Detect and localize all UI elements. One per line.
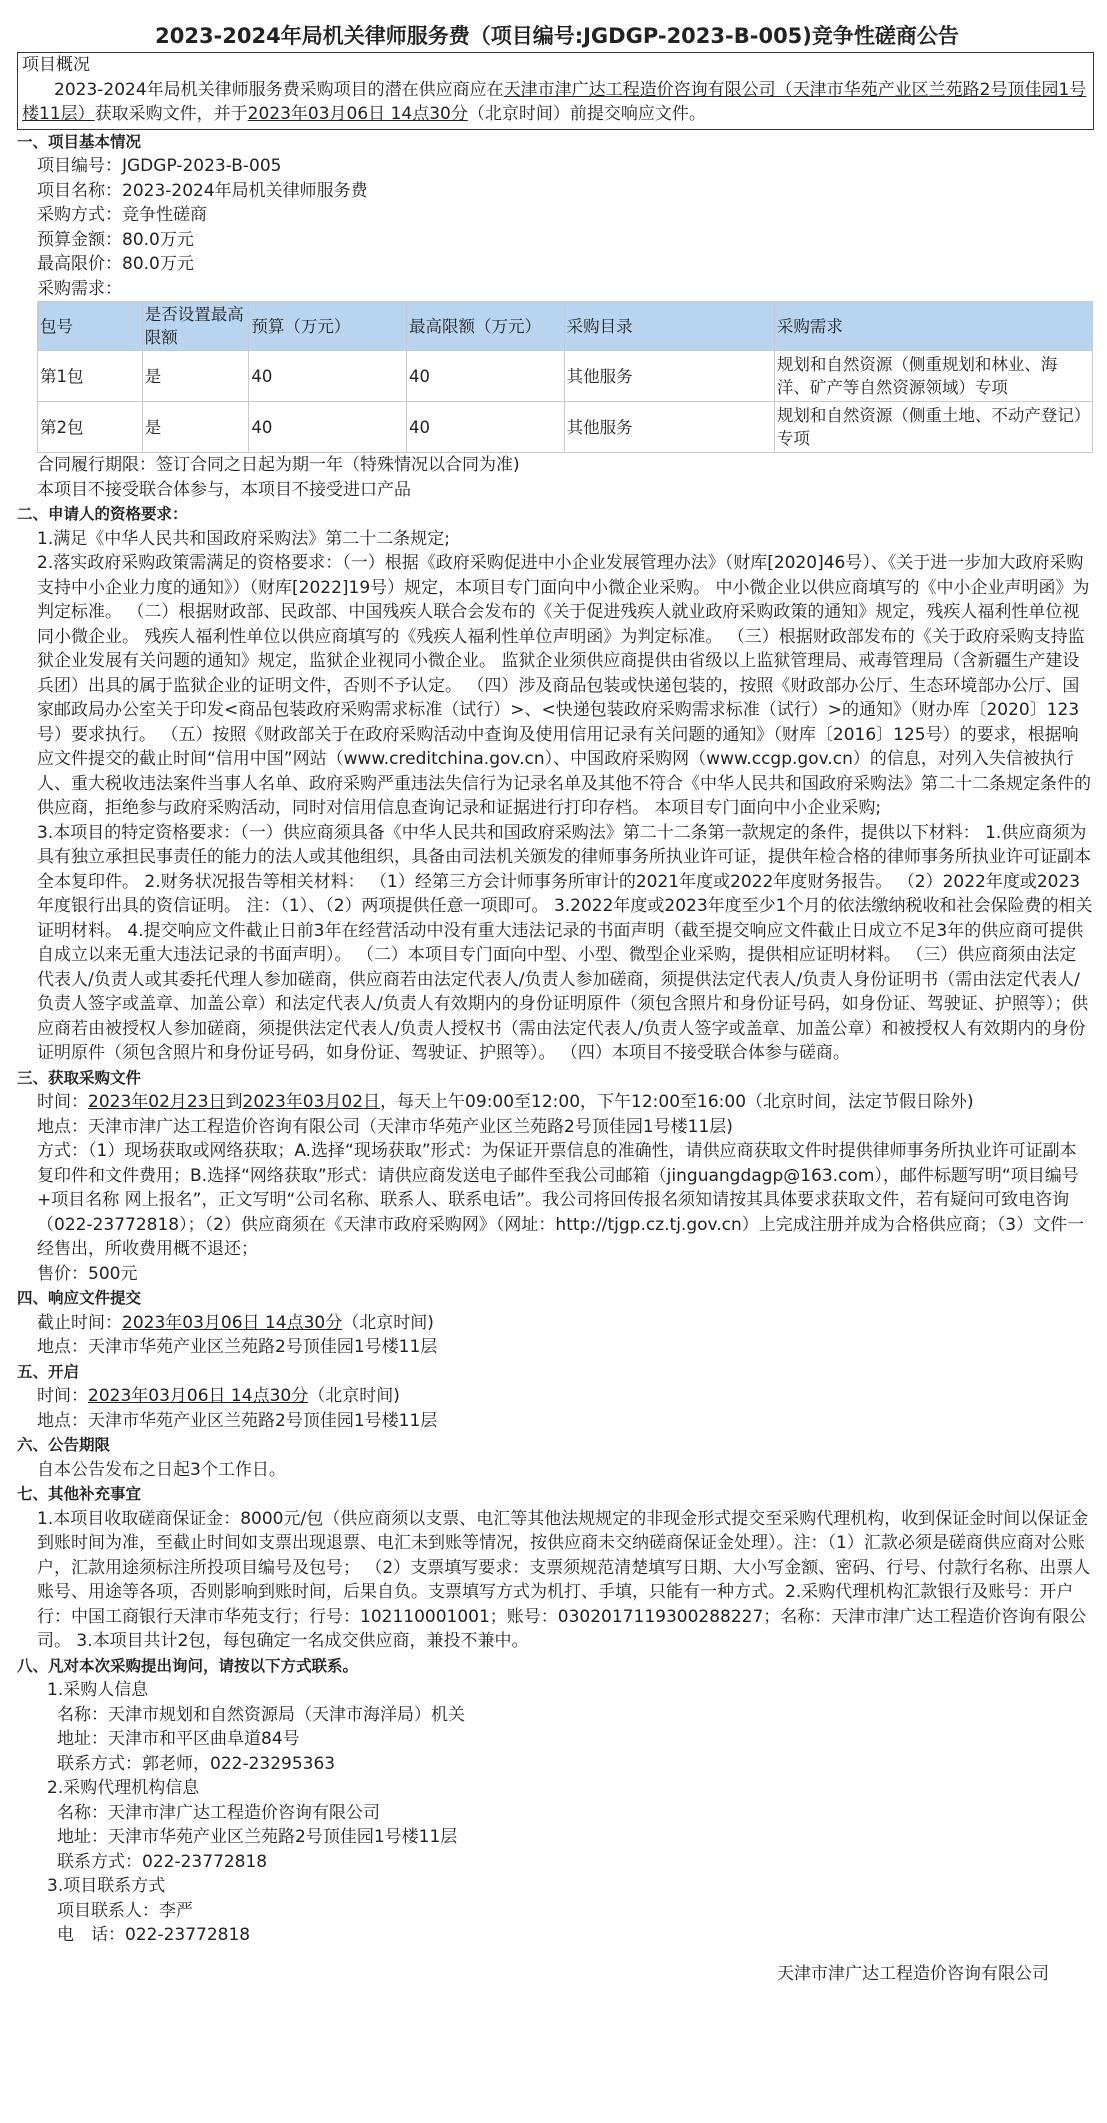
table-header-row bbox=[38, 302, 1093, 351]
table-cell: 是 bbox=[142, 351, 249, 402]
project-name: 项目名称：2023-2024年局机关律师服务费 bbox=[37, 180, 368, 201]
overview-box bbox=[17, 52, 1094, 130]
obtain-time-rest: ，每天上午09:00至12:00，下午12:00至16:00（北京时间，法定节假日除外) bbox=[380, 1092, 974, 1112]
qualification-item-3: 3.本项目的特定资格要求：（一）供应商须具备《中华人民共和国政府采购法》第二十二条第一款规定的条件，提供以下材料： 1.供应商须为具有独立承担民事责任的能力的法人或其他组织，具备由司法机关颁发的律师事务所执业许可证，提供年检合格的律师事务所执业许可证副本全本复印件。 2.财务状况报告等相关材料： （1）经第三方会计师事务所审计的2021年度或2022年度财务报告。 （2）2022年度或2023年度银行出具的资信证明。 注：（1）、（2）两项提供任意一项即可。 3.2022年度或2023年度至少1个月的依法缴纳税收和社会保险费的相关证明材料。 4.提交响应文件截止日前3年在经营活动中没有重大违法记录的书面声明（截至提交响应文件截止日成立不足3年的供应商可提供自成立以来无重大违法记录的书面声明）。 （二）本项目专门面向中型、小型、微型企业采购，提供相应证明材料。 （三）供应商须由法定代表人/负责人或其委托代理人参加磋商，供应商若由法定代表人/负责人参加磋商，须提供法定代表人/负责人身份证明书（需由法定代表人/负责人签字或盖章、加盖公章）和法定代表人/负责人有效期内的身份证明原件（须包含照片和身份证号码，如身份证、驾驶证、护照等）；供应商若由被授权人参加磋商，须提供法定代表人/负责人授权书（需由法定代表人/负责人签字或盖章、加盖公章）和被授权人有效期内的身份证明原件（须包含照片和身份证号码，如身份证、驾驶证、护照等）。 （四）本项目不接受联合体参与磋商。 bbox=[37, 822, 1093, 1063]
overview-deadline: 2023年03月06日 14点30分 bbox=[247, 104, 468, 124]
procurement-needs-label: 采购需求： bbox=[37, 278, 122, 299]
purchaser-name: 名称：天津市规划和自然资源局（天津市海洋局）机关 bbox=[57, 1704, 465, 1725]
section-qualification-heading: 二、申请人的资格要求： bbox=[17, 505, 188, 523]
overview-text-pre: 2023-2024年局机关律师服务费采购项目的潜在供应商应在 bbox=[54, 79, 504, 100]
table-cell: 40 bbox=[249, 351, 407, 402]
opening-time-label: 时间： bbox=[37, 1386, 88, 1406]
table-cell: 其他服务 bbox=[564, 351, 774, 402]
table-cell: 第2包 bbox=[38, 402, 143, 453]
overview-label: 项目概况 bbox=[22, 55, 90, 75]
table-cell: 是 bbox=[142, 402, 249, 453]
agency-name: 名称：天津市津广达工程造价咨询有限公司 bbox=[57, 1802, 380, 1823]
table-cell: 40 bbox=[406, 402, 564, 453]
table-row bbox=[38, 402, 1093, 453]
budget-amount: 预算金额：80.0万元 bbox=[37, 229, 194, 250]
agency-info-title: 2.采购代理机构信息 bbox=[47, 1778, 200, 1798]
qualification-item-2: 2.落实政府采购政策需满足的资格要求：（一）根据《政府采购促进中小企业发展管理办法》（财库[2020]46号）、《关于进一步加大政府采购支持中小企业力度的通知》）（财库[2022]19号）规定，本项目专门面向中小微企业采购。 中小微企业以供应商填写的《中小企业声明函》为判定标准。 （二）根据财政部、民政部、中国残疾人联合会发布的《关于促进残疾人就业政府采购政策的通知》规定，残疾人福利性单位视同小微企业。 残疾人福利性单位以供应商填写的《残疾人福利性单位声明函》为判定标准。 （三）根据财政部发布的《关于政府采购支持监狱企业发展有关问题的通知》规定，监狱企业视同小微企业。 监狱企业须供应商提供由省级以上监狱管理局、戒毒管理局（含新疆生产建设兵团）出具的属于监狱企业的证明文件，否则不予认定。 （四）涉及商品包装或快递包装的，按照《财政部办公厅、生态环境部办公厅、国家邮政局办公室关于印发<商品包装政府采购需求标准（试行）>、<快递包装政府采购需求标准（试行）>的通知》（财办库〔2020〕123号）要求执行。 （五）按照《财政部关于在政府采购活动中查询及使用信用记录有关问题的通知》（财库〔2016〕125号）的要求，根据响应文件提交的截止时间“信用中国”网站（www.creditchina.gov.cn）、中国政府采购网（www.ccgp.gov.cn）的信息，对列入失信被执行人、重大税收违法案件当事人名单、政府采购严重违法失信行为记录名单及其他不符合《中华人民共和国政府采购法》第二十二条规定条件的供应商，拒绝参与政府采购活动，同时对信用信息查询记录和证据进行打印存档。 本项目专门面向中小企业采购; bbox=[37, 553, 1091, 818]
project-contact-person: 项目联系人：李严 bbox=[57, 1900, 193, 1921]
signature: 天津市津广达工程造价咨询有限公司 bbox=[777, 1963, 1049, 1984]
other-matters: 1.本项目收取磋商保证金：8000元/包（供应商须以支票、电汇等其他法规规定的非现金形式提交至采购代理机构，收到保证金时间以保证金到账时间为准，至截止时间如支票出现退票、电汇未到账等情况，按供应商未交纳磋商保证金处理）。注：（1）汇款必须是磋商供应商对公账户，汇款用途须标注所投项目编号及包号； （2）支票填写要求：支票须规范清楚填写日期、大小写金额、密码、行号、付款行名称、出票人账号、用途等各项，否则影响到账时间，后果自负。支票填写方式为机打、手填，只能有一种方式。2.采购代理机构汇款银行及账号：开户行：中国工商银行天津市华苑支行；行号：102110001001；账号：0302017119300288227；名称：天津市津广达工程造价咨询有限公司。 3.本项目共计2包，每包确定一名成交供应商，兼投不兼中。 bbox=[37, 1508, 1091, 1651]
table-cell: 40 bbox=[249, 402, 407, 453]
project-contact-title: 3.项目联系方式 bbox=[47, 1876, 166, 1896]
col-package: 包号 bbox=[38, 302, 143, 351]
table-row bbox=[38, 351, 1093, 402]
announcement-period: 自本公告发布之日起3个工作日。 bbox=[37, 1459, 286, 1480]
table-cell: 40 bbox=[406, 351, 564, 402]
col-catalog: 采购目录 bbox=[564, 302, 774, 351]
overview-text-post: （北京时间）前提交响应文件。 bbox=[467, 104, 706, 124]
project-number: 项目编号：JGDGP-2023-B-005 bbox=[37, 156, 282, 176]
contract-term: 合同履行期限：签订合同之日起为期一年（特殊情况以合同为准) bbox=[37, 455, 520, 475]
page-title: 2023-2024年局机关律师服务费（项目编号:JGDGP-2023-B-005)竞争性磋商公告 bbox=[155, 24, 959, 48]
package-table bbox=[37, 301, 1093, 453]
opening-place: 地点：天津市华苑产业区兰苑路2号顶佳园1号楼11层 bbox=[37, 1410, 438, 1431]
submission-deadline bbox=[17, 1311, 1097, 1336]
col-max-limit: 最高限额（万元） bbox=[406, 302, 564, 351]
opening-time-suffix: （北京时间) bbox=[308, 1386, 400, 1406]
section-submission-heading: 四、响应文件提交 bbox=[17, 1289, 142, 1307]
table-cell: 其他服务 bbox=[564, 402, 774, 453]
table-cell: 规划和自然资源（侧重土地、不动产登记）专项 bbox=[774, 402, 1092, 453]
section-opening-heading: 五、开启 bbox=[17, 1362, 80, 1381]
section-contact-heading: 八、凡对本次采购提出询问，请按以下方式联系。 bbox=[17, 1656, 359, 1675]
max-price: 最高限价：80.0万元 bbox=[37, 254, 194, 274]
col-needs: 采购需求 bbox=[774, 302, 1092, 351]
section-other-heading: 七、其他补充事宜 bbox=[17, 1485, 142, 1503]
obtain-time-start: 2023年02月23日 bbox=[88, 1092, 226, 1112]
announcement-page bbox=[17, 0, 1097, 1986]
agency-contact: 联系方式：022-23772818 bbox=[57, 1851, 268, 1872]
obtain-price: 售价：500元 bbox=[37, 1263, 138, 1284]
overview-text-mid: 获取采购文件，并于 bbox=[94, 104, 248, 124]
col-budget: 预算（万元） bbox=[249, 302, 407, 351]
section-basic-info-heading: 一、项目基本情况 bbox=[17, 132, 142, 151]
purchaser-info-title: 1.采购人信息 bbox=[47, 1680, 149, 1700]
opening-time-value: 2023年03月06日 14点30分 bbox=[88, 1386, 309, 1406]
submission-deadline-label: 截止时间： bbox=[37, 1312, 122, 1333]
table-cell: 第1包 bbox=[38, 351, 143, 402]
obtain-place: 地点：天津市津广达工程造价咨询有限公司（天津市华苑产业区兰苑路2号顶佳园1号楼11层) bbox=[37, 1116, 733, 1137]
opening-time bbox=[17, 1384, 1097, 1409]
project-contact-phone: 电 话：022-23772818 bbox=[57, 1925, 251, 1945]
section-obtain-docs-heading: 三、获取采购文件 bbox=[17, 1068, 142, 1087]
col-has-limit: 是否设置最高限额 bbox=[142, 302, 249, 351]
obtain-time-to: 到 bbox=[225, 1092, 243, 1112]
submission-place: 地点：天津市华苑产业区兰苑路2号顶佳园1号楼11层 bbox=[37, 1337, 438, 1357]
overview-text bbox=[22, 78, 1089, 127]
overview-location: 天津市津广达工程造价咨询有限公司（天津市华苑产业区兰苑路2号顶佳园1号楼11层） bbox=[22, 79, 1087, 124]
qualification-item-1: 1.满足《中华人民共和国政府采购法》第二十二条规定; bbox=[37, 528, 450, 549]
obtain-method: 方式：（1）现场获取或网络获取；A.选择“现场获取”形式：为保证开票信息的准确性，请供应商获取文件时提供律师事务所执业许可证副本复印件和文件费用；B.选择“网络获取”形式：请供应商发送电子邮件至我公司邮箱（jinguangdagp@163.com），邮件标题写明“项目编号+项目名称 网上报名”，正文写明“公司名称、联系人、联系电话”。我公司将回传报名须知请按其具体要求获取文件，若有疑问可致电咨询（022-23772818）；（2）供应商须在《天津市政府采购网》（网址：http://tjgp.cz.tj.gov.cn）上完成注册并成为合格供应商；（3）文件一经售出，所收费用概不退还； bbox=[37, 1141, 1085, 1259]
submission-deadline-suffix: （北京时间) bbox=[342, 1312, 434, 1333]
agency-address: 地址：天津市华苑产业区兰苑路2号顶佳园1号楼11层 bbox=[57, 1827, 458, 1847]
obtain-time bbox=[17, 1090, 1097, 1115]
purchaser-contact: 联系方式：郭老师，022-23295363 bbox=[57, 1753, 336, 1774]
procurement-method: 采购方式：竞争性磋商 bbox=[37, 205, 207, 225]
table-cell: 规划和自然资源（侧重规划和林业、海洋、矿产等自然资源领域）专项 bbox=[774, 351, 1092, 402]
submission-deadline-time: 2023年03月06日 14点30分 bbox=[122, 1312, 343, 1333]
section-period-heading: 六、公告期限 bbox=[17, 1436, 111, 1454]
consortium-note: 本项目不接受联合体参与，本项目不接受进口产品 bbox=[37, 479, 411, 500]
purchaser-address: 地址：天津市和平区曲阜道84号 bbox=[57, 1729, 300, 1749]
obtain-time-label: 时间： bbox=[37, 1092, 88, 1112]
obtain-time-end: 2023年03月02日 bbox=[242, 1092, 381, 1112]
